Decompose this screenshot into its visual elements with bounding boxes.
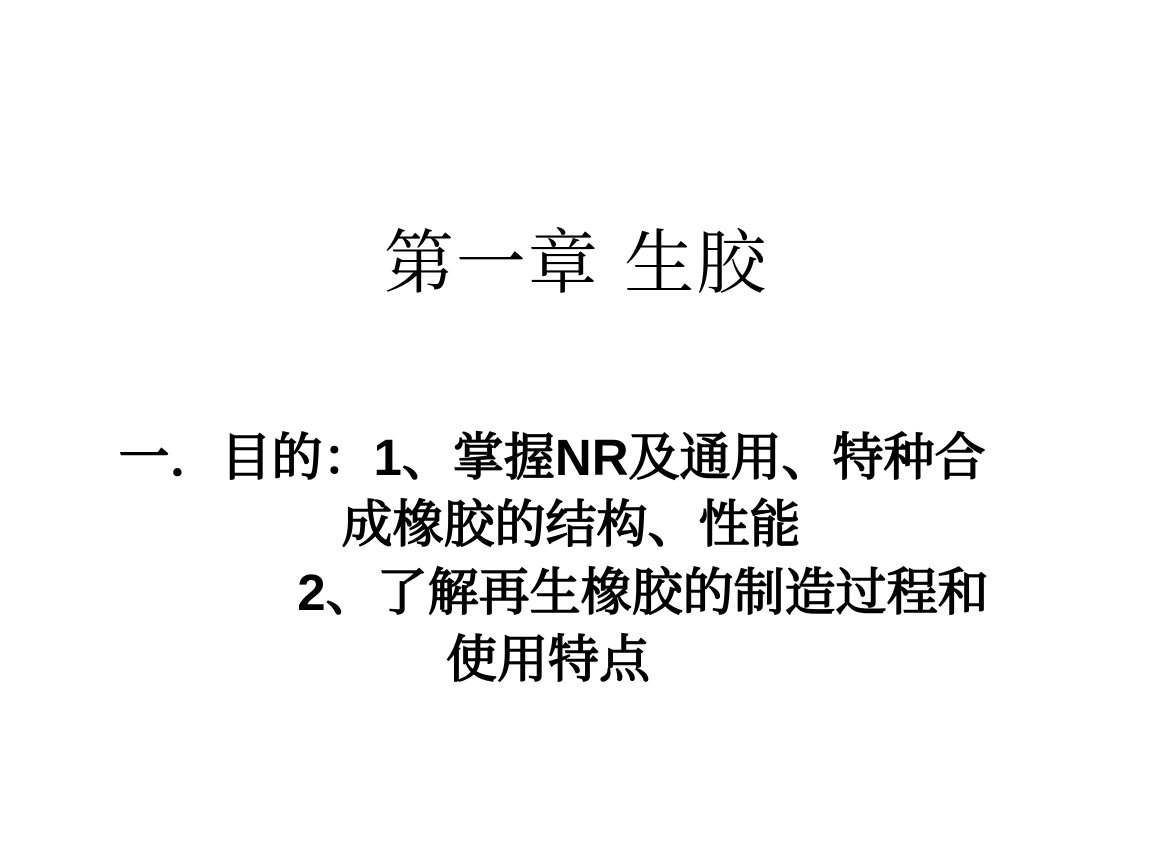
slide-body [0,424,1152,694]
number-segment: 2 [297,564,326,621]
text-segment: 、了解再生橡胶的制造过程和 [325,563,989,623]
body-line-3 [67,559,1152,627]
latin-segment: NR [554,429,629,486]
text-segment: 及通用、特种合 [628,428,986,488]
body-line-1 [0,424,1128,492]
body-line-4: 使用特点 [445,630,650,690]
text-segment: 、掌握 [401,428,555,488]
body-line-2: 成橡胶的结构、性能 [341,495,801,555]
slide-title: 第一章 生胶 [383,222,769,304]
text-segment: 一．目的： [118,428,374,488]
number-segment: 1 [373,429,402,486]
